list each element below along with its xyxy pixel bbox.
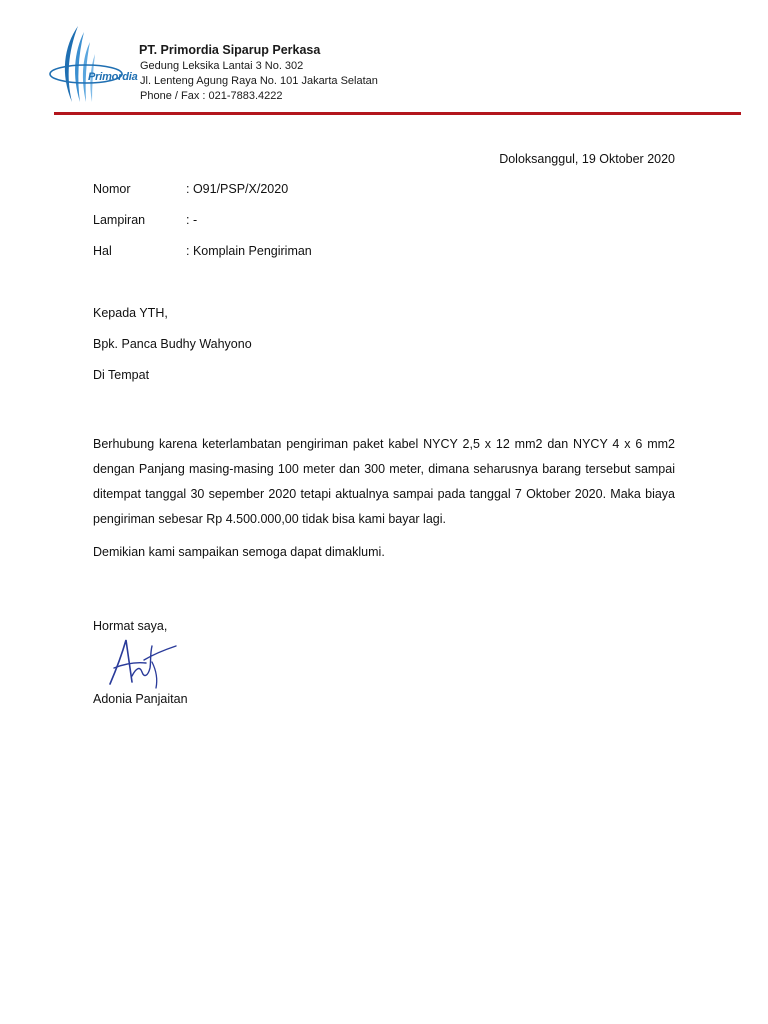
place-date: Doloksanggul, 19 Oktober 2020 [499, 152, 675, 166]
signer-name: Adonia Panjaitan [93, 692, 188, 706]
meta-value: : - [186, 213, 198, 227]
letterhead [0, 0, 768, 130]
closing-note: Demikian kami sampaikan semoga dapat dimaklumi. [93, 545, 385, 559]
meta-row-lampiran [93, 213, 197, 227]
meta-label: Lampiran [93, 213, 146, 227]
company-address-line-2: Jl. Lenteng Agung Raya No. 101 Jakarta Selatan [140, 75, 378, 87]
company-name: PT. Primordia Siparup Perkasa [139, 43, 321, 57]
meta-label: Nomor [93, 182, 131, 196]
meta-value: : O91/PSP/X/2020 [186, 182, 289, 196]
meta-label: Hal [93, 244, 112, 258]
recipient-greeting: Kepada YTH, [93, 306, 168, 320]
logo-wordmark: Primordia [88, 71, 138, 83]
meta-row-hal [93, 244, 312, 258]
company-logo-icon [46, 22, 138, 110]
signature-icon [100, 632, 180, 692]
meta-row-nomor [93, 182, 288, 196]
letterhead-divider [54, 112, 741, 115]
letter-body: Berhubung karena keterlambatan pengiriman paket kabel NYCY 2,5 x 12 mm2 dan NYCY 4 x 6 mm2 dengan Panjang masing-masing 100 meter dan 300 meter, dimana seharusnya barang tersebut sampai ditempat tanggal 30 sepember 2020 tetapi aktualnya sampai pada tanggal 7 Oktober 2020. Maka biaya pengiriman sebesar Rp 4.500.000,00 tidak bisa kami bayar lagi. [93, 437, 675, 526]
meta-value: : Komplain Pengiriman [186, 244, 312, 258]
company-phone: Phone / Fax : 021-7883.4222 [140, 90, 283, 102]
company-address-line-1: Gedung Leksika Lantai 3 No. 302 [140, 60, 304, 72]
sign-off: Hormat saya, [93, 619, 168, 633]
recipient-name: Bpk. Panca Budhy Wahyono [93, 337, 252, 351]
recipient-place: Di Tempat [93, 368, 150, 382]
